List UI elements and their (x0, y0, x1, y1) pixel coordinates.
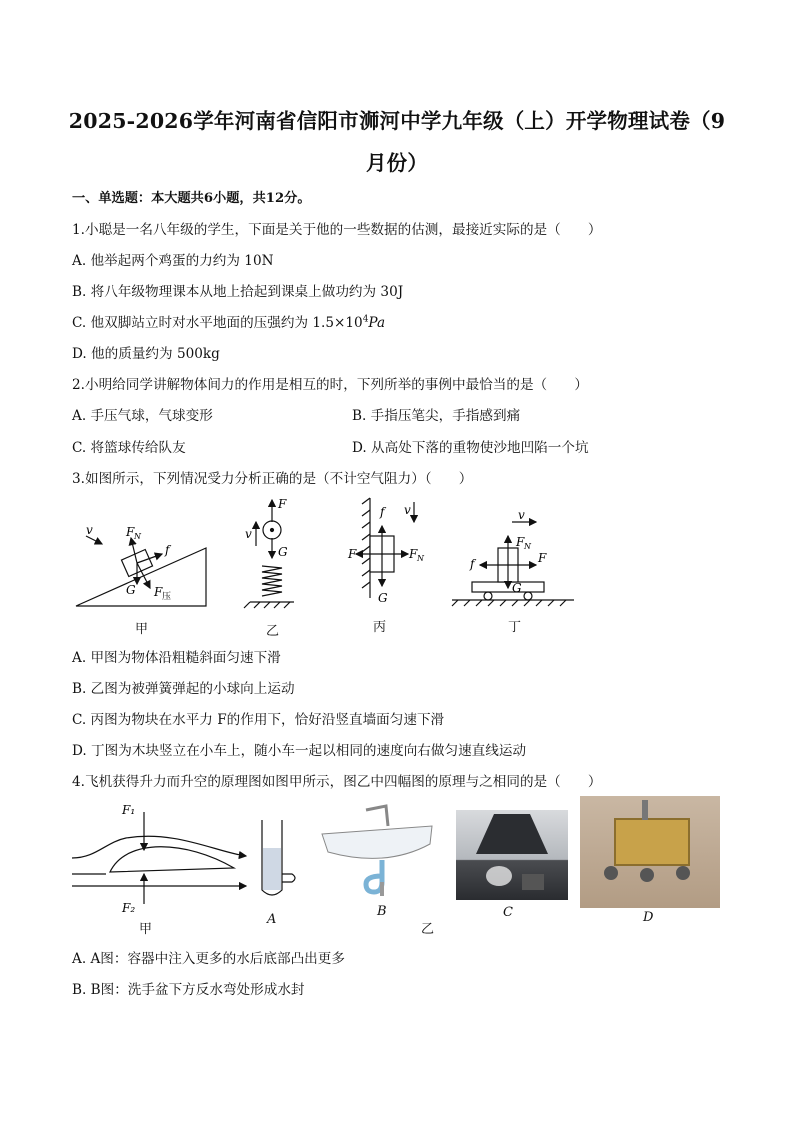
page-title-line1: 2025-2026学年河南省信阳市浉河中学九年级（上）开学物理试卷（9 (68, 109, 726, 133)
q4-option-b: B. B图：洗手盆下方反水弯处形成水封 (72, 982, 305, 998)
range-hood-photo (456, 810, 568, 900)
svg-text:v: v (86, 523, 93, 537)
q4-stem: 4.飞机获得升力而升空的原理图如图甲所示，图乙中四幅图的原理与之相同的是（ ） (72, 774, 602, 790)
svg-text:f: f (380, 505, 385, 519)
q2-option-a: A. 手压气球，气球变形 (72, 408, 213, 424)
q4-label-yi: 乙 (421, 922, 435, 937)
section-heading: 一、单选题：本大题共6小题，共12分。 (72, 191, 311, 206)
q1-option-d: D. 他的质量约为 500kg (72, 346, 220, 362)
rover-wheel (676, 866, 690, 880)
rover-wheel (640, 868, 654, 882)
svg-text:N: N (134, 532, 141, 541)
q1-option-c-exponent: 4 (362, 314, 369, 325)
svg-text:G: G (378, 591, 388, 605)
q3-stem: 3.如图所示，下列情况受力分析正确的是（不计空气阻力）（ ） (72, 471, 473, 487)
q4-option-a: A. A图：容器中注入更多的水后底部凸出更多 (72, 951, 345, 967)
q3-option-d: D. 丁图为木块竖立在小车上，随小车一起以相同的速度向右做匀速直线运动 (72, 743, 527, 759)
q1-option-b: B. 将八年级物理课本从地上拾起到课桌上做功约为 30J (72, 284, 404, 300)
steam-shape (486, 866, 512, 886)
q3-option-b: B. 乙图为被弹簧弹起的小球向上运动 (72, 681, 295, 697)
q2-option-b: B. 手指压笔尖，手指感到痛 (352, 408, 521, 424)
rover-body (614, 818, 690, 866)
svg-text:G: G (278, 545, 288, 559)
q1-option-c (72, 311, 385, 331)
page-title-line2: 月份） (365, 151, 429, 175)
q1-option-c-text: C. 他双脚站立时对水平地面的压强约为 1.5×10 (72, 315, 363, 331)
svg-text:F: F (348, 547, 357, 561)
range-hood-shape (476, 814, 548, 854)
q3-option-c: C. 丙图为物块在水平力 F的作用下，恰好沿竖直墙面匀速下滑 (72, 712, 445, 728)
wing-diagram (72, 812, 246, 904)
q4-label-b: B (377, 904, 387, 919)
q4-f2-label: F₂ (122, 901, 136, 915)
svg-text:f: f (165, 543, 170, 557)
q3-fig-label-ding: 丁 (508, 620, 522, 635)
q2-stem: 2.小明给同学讲解物体间力的作用是相互的时，下列所举的事例中最恰当的是（ ） (72, 377, 588, 393)
q3-option-a: A. 甲图为物体沿粗糙斜面匀速下滑 (72, 650, 281, 666)
svg-text:F: F (126, 525, 135, 539)
q1-option-a: A. 他举起两个鸡蛋的力约为 10N (72, 253, 274, 269)
q4-label-c: C (503, 905, 513, 920)
svg-text:F: F (538, 551, 547, 565)
svg-text:压: 压 (162, 592, 172, 602)
q3-fig-label-jia: 甲 (135, 622, 149, 637)
q3-fig-label-yi: 乙 (266, 624, 280, 639)
q4-label-a: A (267, 912, 277, 927)
pot-shape (522, 874, 544, 890)
svg-text:v: v (404, 503, 411, 517)
q1-option-c-unit: Pa (368, 315, 386, 331)
svg-text:N: N (524, 542, 531, 551)
svg-text:N: N (417, 554, 424, 563)
q3-force-diagrams (66, 492, 586, 616)
svg-text:f: f (470, 557, 475, 571)
rover-wheel (604, 866, 618, 880)
q4-f1-label: F₁ (122, 803, 136, 817)
q4-label-d: D (643, 910, 654, 925)
svg-text:G: G (512, 581, 522, 595)
svg-text:G: G (126, 583, 136, 597)
q1-stem: 1.小聪是一名八年级的学生，下面是关于他的一些数据的估测，最接近实际的是（ ） (72, 222, 602, 238)
q4-label-jia: 甲 (139, 922, 153, 937)
rover-photo (580, 796, 720, 908)
svg-text:F: F (154, 585, 163, 599)
svg-text:F: F (278, 497, 287, 511)
q2-option-d: D. 从高处下落的重物使沙地凹陷一个坑 (352, 440, 589, 456)
rover-mast (642, 800, 648, 820)
tube-diagram (262, 820, 295, 895)
svg-text:v: v (245, 527, 252, 541)
q2-option-c: C. 将篮球传给队友 (72, 440, 186, 456)
sink-diagram (322, 806, 432, 896)
svg-text:v: v (518, 508, 525, 522)
q3-fig-label-bing: 丙 (373, 620, 387, 635)
diagram-jia (76, 536, 206, 606)
svg-text:F: F (516, 535, 525, 549)
svg-text:F: F (409, 547, 418, 561)
